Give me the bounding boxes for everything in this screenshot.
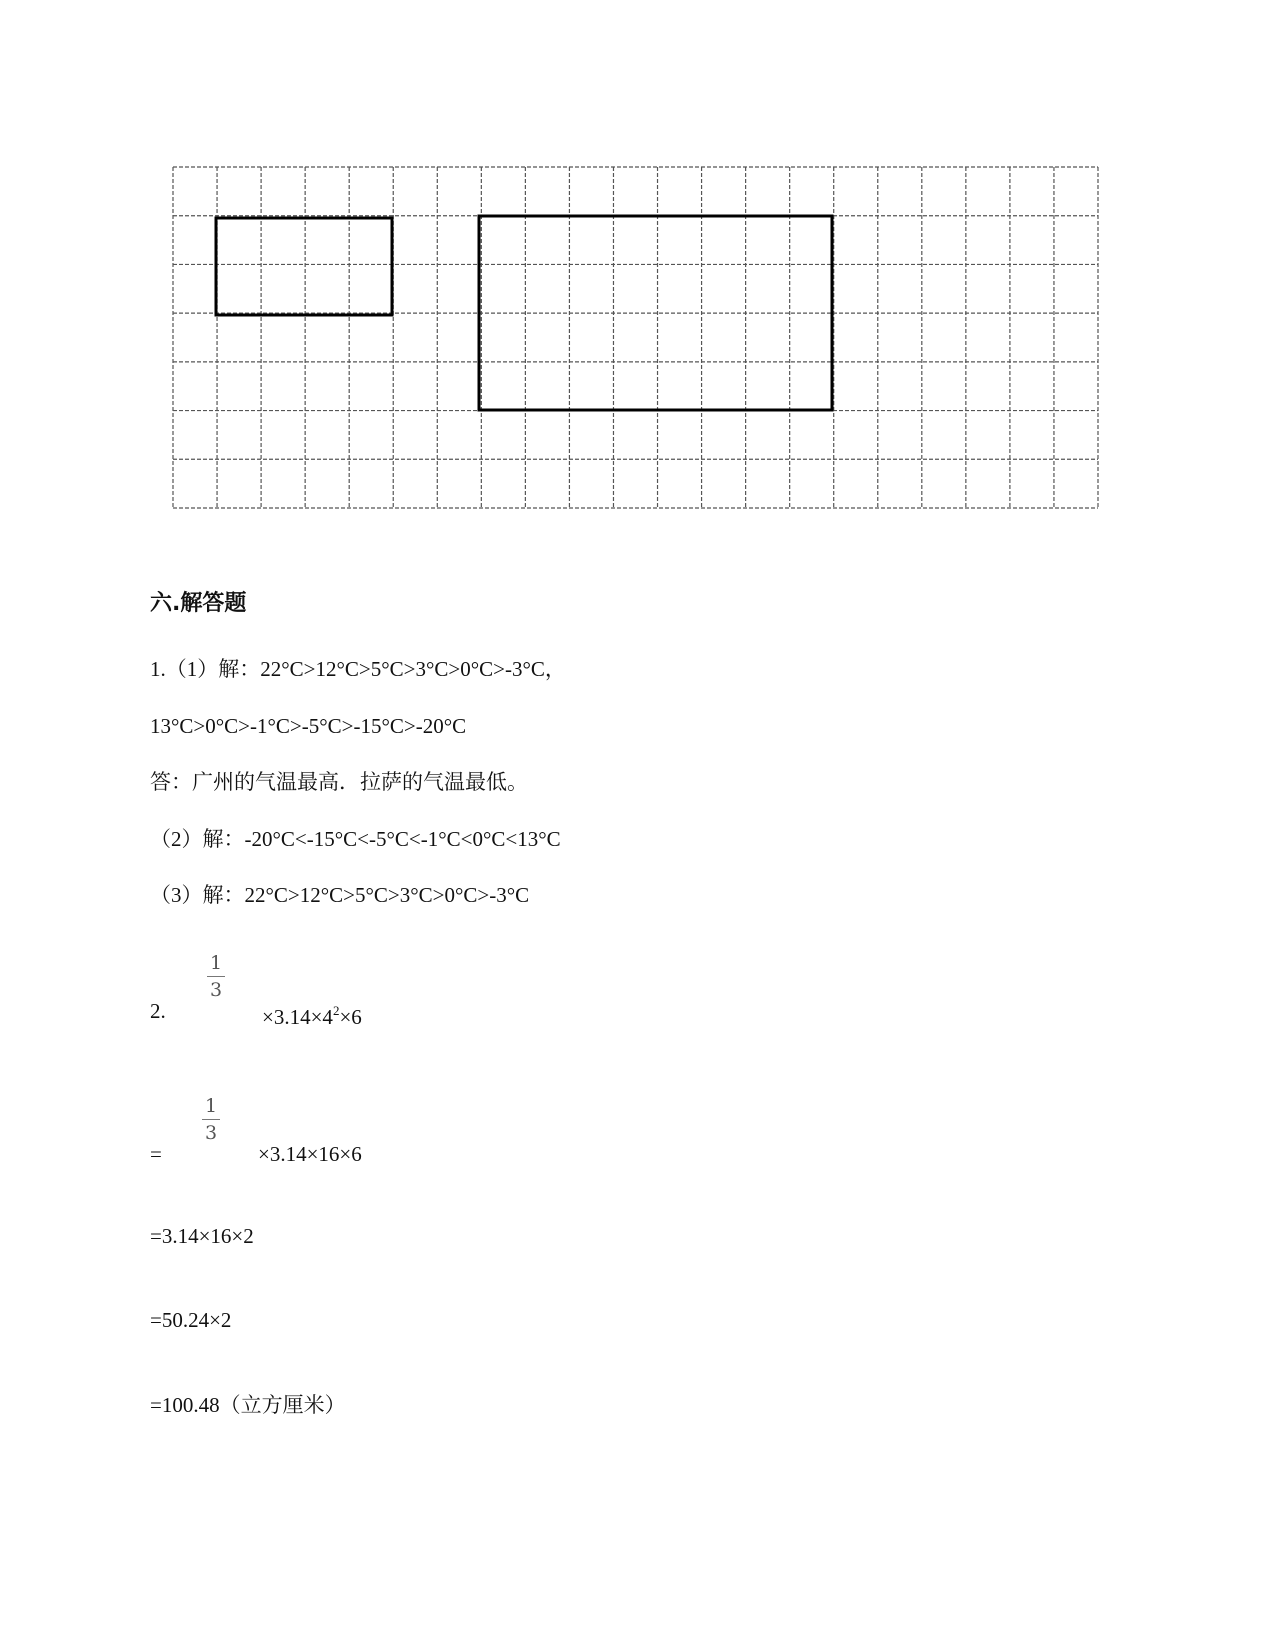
q2-step-2-prefix: = <box>150 1142 162 1166</box>
small-rectangle <box>216 218 392 315</box>
q1-answer: 答：广州的气温最高．拉萨的气温最低。 <box>150 770 528 794</box>
q2-step-2-rest: ×3.14×16×6 <box>258 1142 362 1166</box>
fraction-bar <box>202 1119 220 1120</box>
section-heading: 六.解答题 <box>150 591 247 616</box>
expr-after-power: ×6 <box>339 1005 362 1029</box>
grid-figure <box>172 166 1099 509</box>
q2-fraction-2 <box>200 1095 222 1144</box>
fraction-bar <box>207 976 225 977</box>
q1-part-2: （2）解：-20°C<-15°C<-5°C<-1°C<0°C<13°C <box>150 827 561 851</box>
q2-step-4: =50.24×2 <box>150 1308 232 1332</box>
q1-line-2: 13°C>0°C>-1°C>-5°C>-15°C>-20°C <box>150 714 467 738</box>
exponent: 2 <box>332 1003 340 1018</box>
q2-number: 2. <box>150 999 166 1023</box>
grid-svg <box>172 166 1099 509</box>
fraction-denominator: 3 <box>209 979 223 1001</box>
q2-expression <box>262 997 362 1031</box>
fraction-numerator: 1 <box>209 952 223 974</box>
q2-step-3: =3.14×16×2 <box>150 1224 254 1248</box>
fraction-numerator: 1 <box>204 1095 218 1117</box>
q2-step-5: =100.48（立方厘米） <box>150 1393 346 1417</box>
q1-part-3: （3）解：22°C>12°C>5°C>3°C>0°C>-3°C <box>150 883 530 907</box>
q1-line-1: 1.（1）解：22°C>12°C>5°C>3°C>0°C>-3°C， <box>150 657 566 681</box>
fraction-denominator: 3 <box>204 1122 218 1144</box>
q2-fraction-1 <box>205 952 227 1001</box>
expr-before-power: ×3.14×4 <box>262 1005 333 1029</box>
